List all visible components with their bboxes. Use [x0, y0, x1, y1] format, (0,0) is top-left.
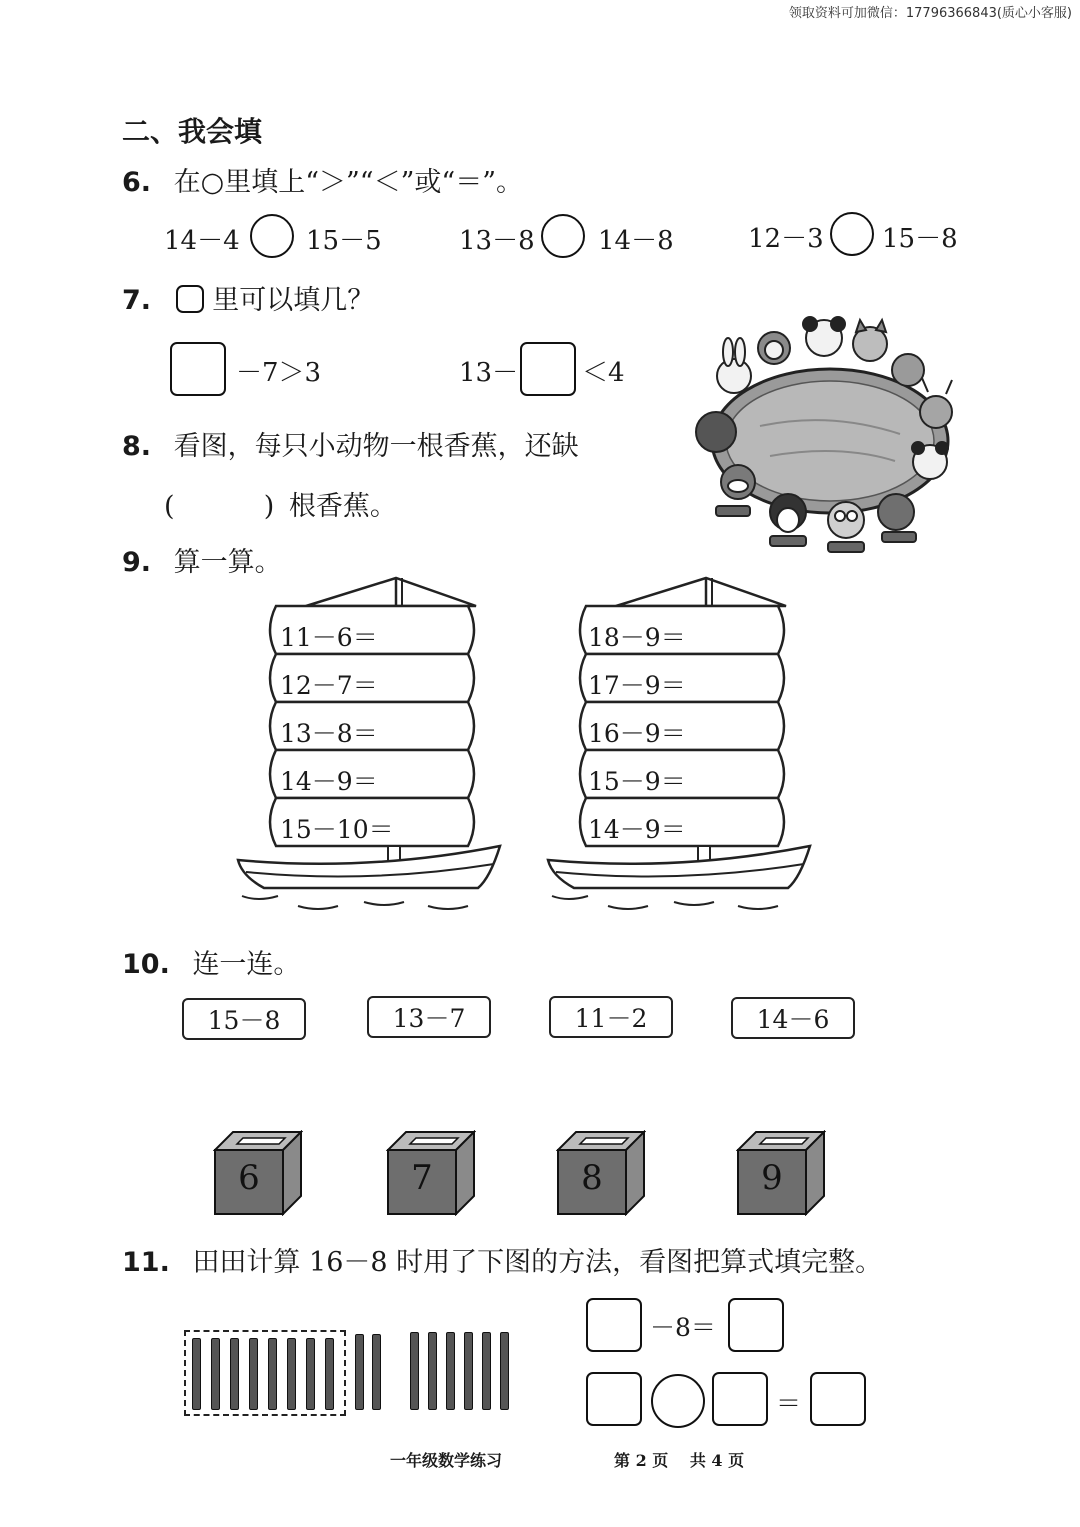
- match-card-3[interactable]: 11－2: [549, 996, 673, 1038]
- cube-number: 8: [581, 1158, 603, 1198]
- q7-heading: [122, 278, 374, 317]
- stick: [230, 1338, 239, 1410]
- boat2-row-1: 18－9＝: [588, 623, 686, 652]
- section-title: 二、我会填: [122, 115, 263, 148]
- q8-blank-line: [164, 484, 397, 523]
- cube-number: 7: [411, 1158, 433, 1198]
- q6-item-2-right: 14－8: [598, 226, 674, 256]
- boat2-row-2: 17－9＝: [588, 671, 686, 700]
- q8-number: 8.: [122, 431, 152, 462]
- number-cube-1[interactable]: [213, 1130, 303, 1216]
- footer-subject: 一年级数学练习: [390, 1451, 503, 1470]
- stick: [287, 1338, 296, 1410]
- loose-sticks-left: [355, 1334, 381, 1408]
- q7-text: 里可以填几？: [212, 285, 375, 316]
- q6-heading: [122, 160, 523, 199]
- q6-number: 6.: [122, 167, 152, 198]
- stick: [410, 1332, 419, 1410]
- q6-item-1-right: 15－5: [306, 226, 382, 256]
- cube-number: 9: [761, 1158, 783, 1198]
- answer-square[interactable]: [810, 1372, 866, 1426]
- blank-open-paren: (: [164, 491, 175, 522]
- q10-heading: [122, 942, 300, 981]
- answer-square[interactable]: [586, 1298, 642, 1352]
- stick: [192, 1338, 201, 1410]
- stick: [211, 1338, 220, 1410]
- compare-circle[interactable]: [250, 214, 294, 258]
- q6-item-3-left: 12－3: [748, 224, 824, 254]
- animals-table-illustration: [690, 316, 970, 568]
- q6-item-1-left: 14－4: [164, 226, 240, 256]
- footer-page: 第 2 页 共 4 页: [614, 1451, 745, 1470]
- q6-item-3-right: 15－8: [882, 224, 958, 254]
- q7-number: 7.: [122, 285, 152, 316]
- stick: [372, 1334, 381, 1410]
- boat2-row-4: 15－9＝: [588, 767, 686, 796]
- q11-eq1-mid: －8＝: [650, 1313, 716, 1342]
- boat1-row-4: 14－9＝: [280, 767, 378, 796]
- stick: [428, 1332, 437, 1410]
- stick: [306, 1338, 315, 1410]
- compare-circle[interactable]: [541, 214, 585, 258]
- operator-circle[interactable]: [651, 1374, 705, 1428]
- boat1-row-3: 13－8＝: [280, 719, 378, 748]
- cube-number: 6: [238, 1158, 260, 1198]
- stick: [464, 1332, 473, 1410]
- stick: [268, 1338, 277, 1410]
- answer-square[interactable]: [520, 342, 576, 396]
- number-cube-4[interactable]: [736, 1130, 826, 1216]
- q7-eq2-left: 13－: [459, 358, 519, 388]
- match-card-2[interactable]: 13－7: [367, 996, 491, 1038]
- compare-circle[interactable]: [830, 212, 874, 256]
- q10-number: 10.: [122, 949, 170, 980]
- q8-text: 看图，每只小动物一根香蕉，还缺: [173, 431, 579, 462]
- boat1-row-1: 11－6＝: [280, 623, 378, 652]
- stick: [355, 1334, 364, 1410]
- answer-square[interactable]: [586, 1372, 642, 1426]
- answer-square[interactable]: [712, 1372, 768, 1426]
- number-cube-2[interactable]: [386, 1130, 476, 1216]
- q6-item-2-left: 13－8: [459, 226, 535, 256]
- q7-eq2-right: ＜4: [582, 358, 625, 388]
- q11-heading: [122, 1240, 882, 1279]
- q11-text: 田田计算 16－8 时用了下图的方法，看图把算式填完整。: [192, 1247, 883, 1278]
- q9-number: 9.: [122, 547, 152, 578]
- stick: [249, 1338, 258, 1410]
- answer-square[interactable]: [170, 342, 226, 396]
- boat2-row-3: 16－9＝: [588, 719, 686, 748]
- watermark-text: 领取资料可加微信：17796366843(质心小客服): [788, 6, 1072, 21]
- loose-sticks-right: [410, 1332, 509, 1408]
- q6-text: 在○里填上“＞”“＜”或“＝”。: [173, 167, 524, 198]
- square-icon: [176, 285, 204, 313]
- stick: [482, 1332, 491, 1410]
- q8-text2: 根香蕉。: [288, 491, 397, 522]
- stick: [325, 1338, 334, 1410]
- q11-number: 11.: [122, 1247, 170, 1278]
- boat1-row-5: 15－10＝: [280, 815, 394, 844]
- q9-text: 算一算。: [173, 547, 282, 578]
- q10-text: 连一连。: [192, 949, 301, 980]
- number-cube-3[interactable]: [556, 1130, 646, 1216]
- stick: [500, 1332, 509, 1410]
- grouped-sticks: [192, 1338, 334, 1408]
- boat2-row-5: 14－9＝: [588, 815, 686, 844]
- boat1-row-2: 12－7＝: [280, 671, 378, 700]
- blank-close-paren: ): [263, 491, 275, 522]
- q11-eq2-mid: ＝: [776, 1389, 802, 1418]
- stick: [446, 1332, 455, 1410]
- answer-square[interactable]: [728, 1298, 784, 1352]
- q7-eq1-right: －7＞3: [236, 358, 322, 388]
- match-card-4[interactable]: 14－6: [731, 997, 855, 1039]
- q8-heading: [122, 424, 579, 463]
- match-card-1[interactable]: 15－8: [182, 998, 306, 1040]
